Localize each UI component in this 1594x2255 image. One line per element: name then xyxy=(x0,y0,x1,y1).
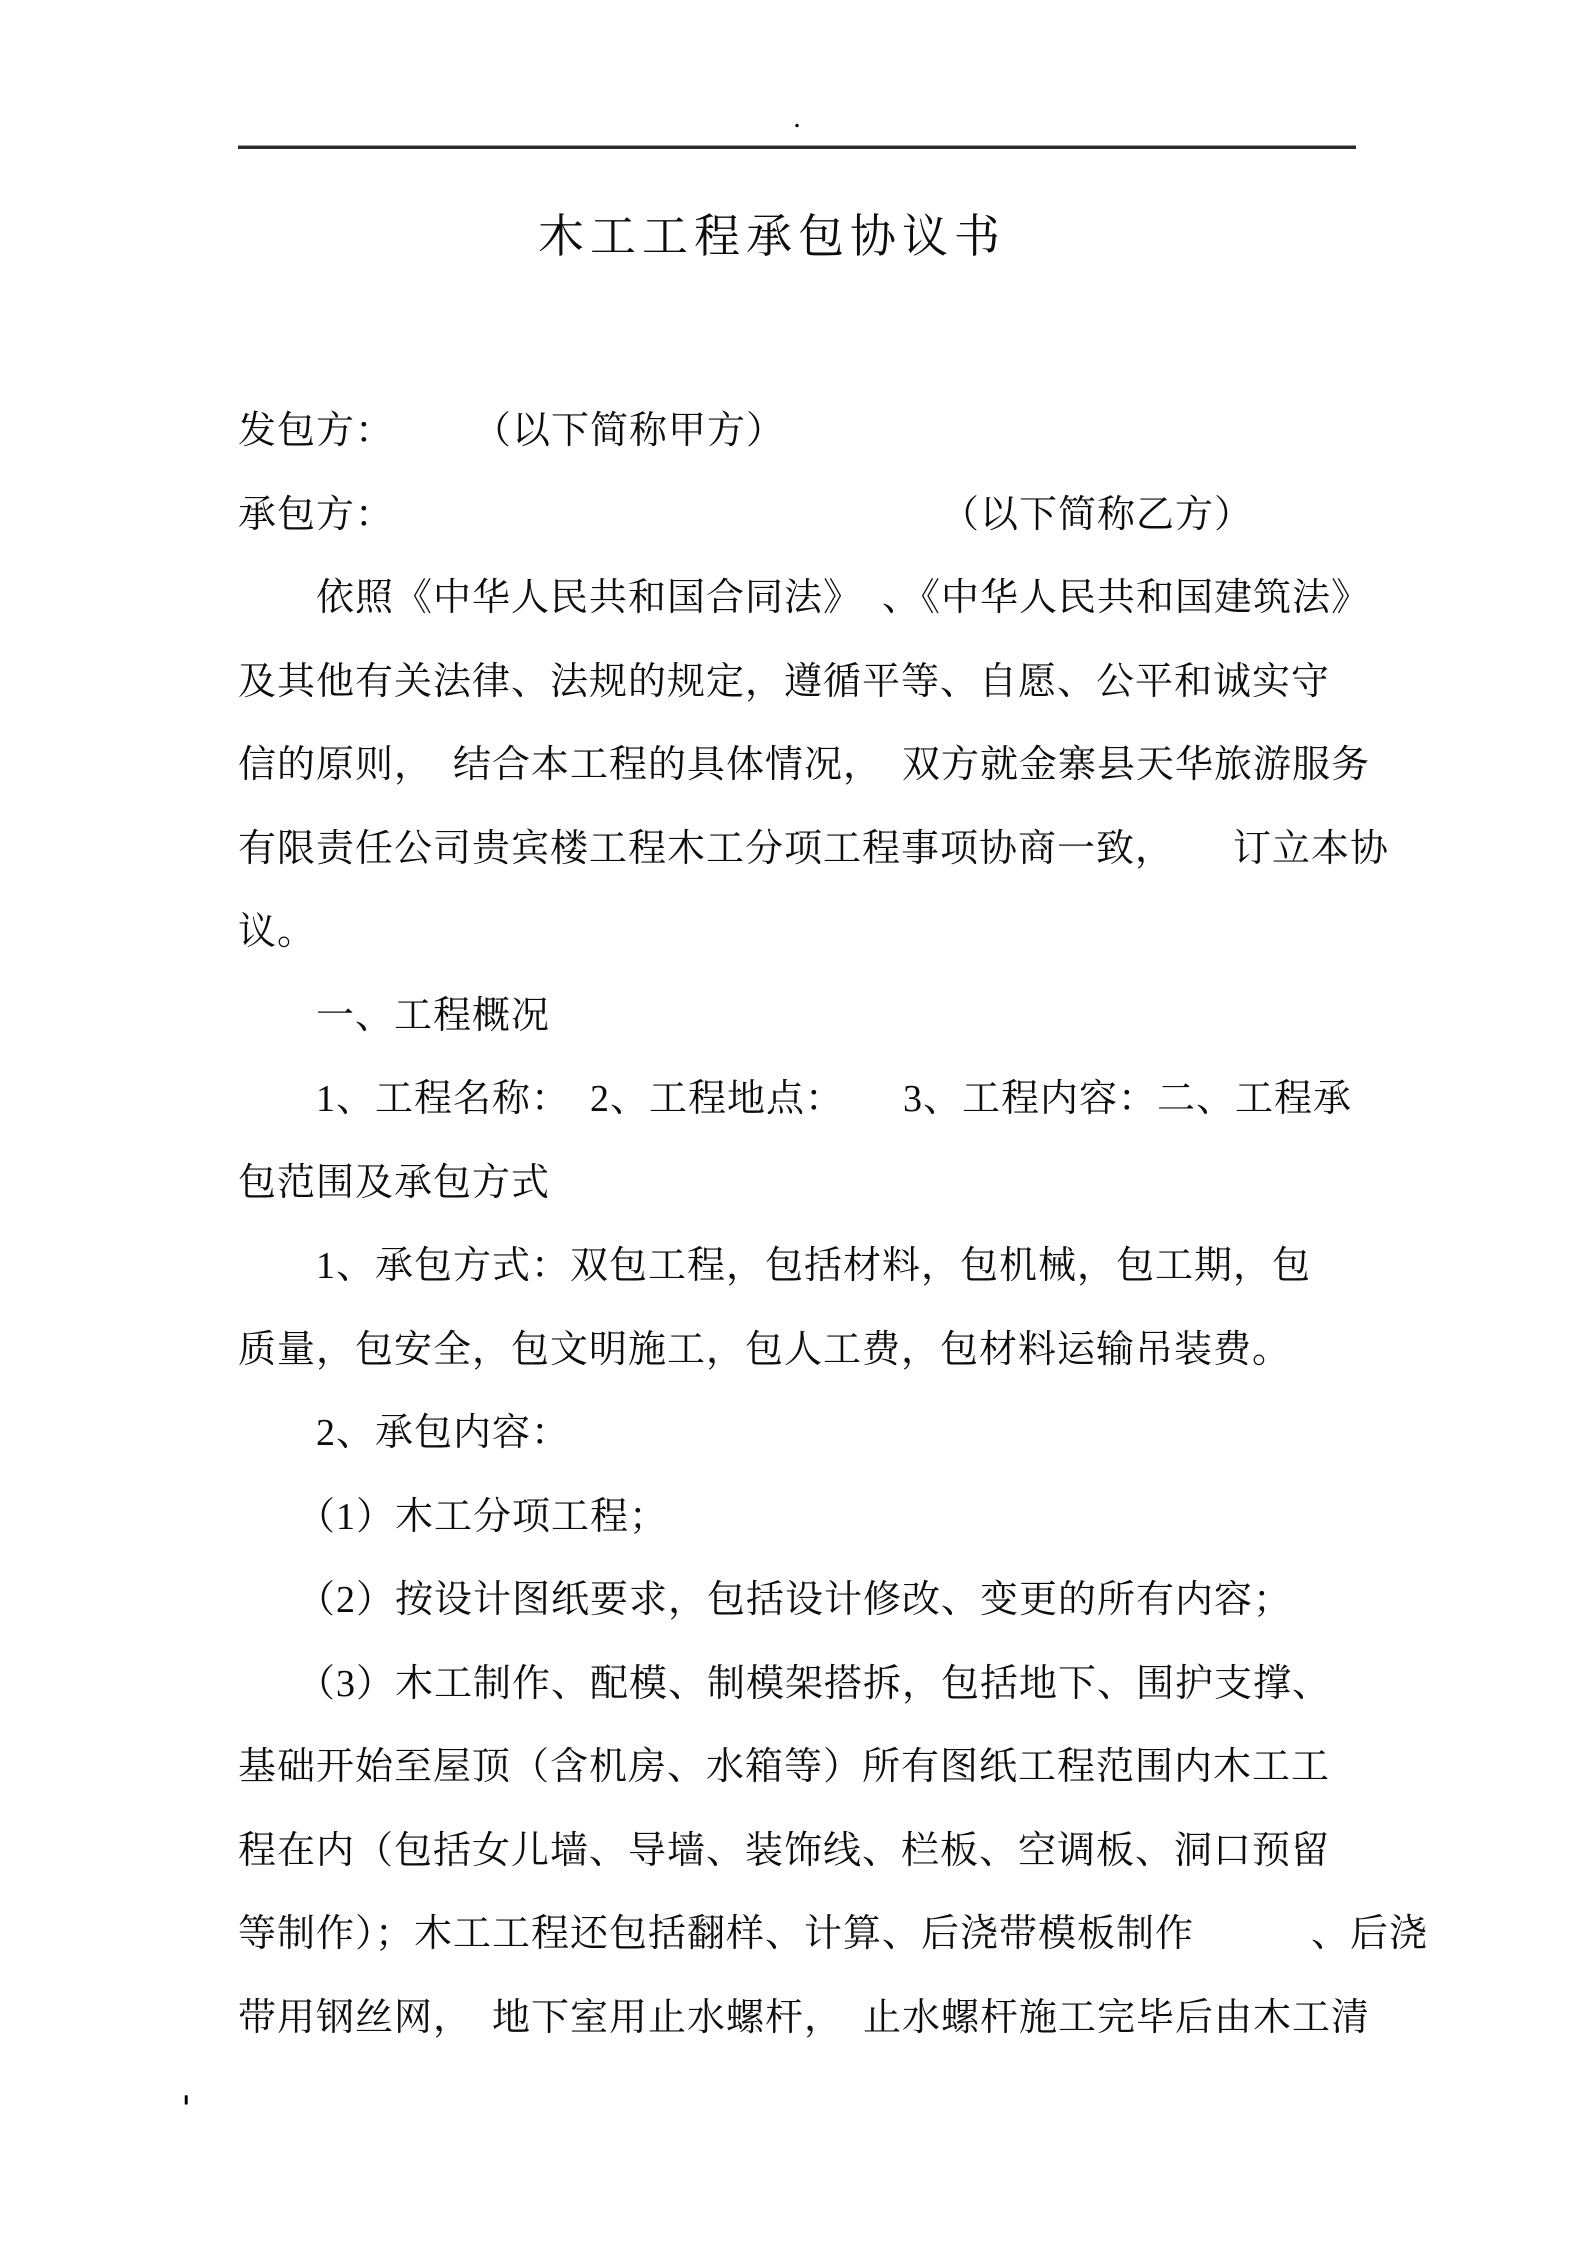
text-line: （2）按设计图纸要求，包括设计修改、变更的所有内容； xyxy=(238,1579,1293,1621)
text-line: （1）木工分项工程； xyxy=(238,1495,669,1538)
text-line: 信的原则， 结合本工程的具体情况， 双方就金寨县天华旅游服务 xyxy=(238,744,1371,786)
text-line: 一、工程概况 xyxy=(238,994,551,1037)
text-line: 1、承包方式：双包工程，包括材料，包机械，包工期，包 xyxy=(238,1245,1312,1287)
text-line: 带用钢丝网， 地下室用止水螺杆， 止水螺杆施工完毕后由木工清 xyxy=(238,1996,1371,2039)
text-line: 程在内（包括女儿墙、导墙、装饰线、栏板、空调板、洞口预留 xyxy=(238,1829,1331,1872)
text-line: 等制作）；木工工程还包括翻样、计算、后浇带模板制作 、后浇 xyxy=(238,1913,1429,1955)
text-line: 承包方： （以下简称乙方） xyxy=(238,493,1254,536)
text-line: 质量，包安全，包文明施工，包人工费，包材料运输吊装费。 xyxy=(238,1328,1292,1371)
text-line: 议。 xyxy=(238,911,317,953)
text-line: 有限责任公司贵宾楼工程木工分项工程事项协商一致， 订立本协 xyxy=(238,827,1390,870)
text-line: 发包方： （以下简称甲方） xyxy=(238,410,786,452)
text-line: 基础开始至屋顶（含机房、水箱等）所有图纸工程范围内木工工 xyxy=(238,1746,1331,1788)
header-divider-line xyxy=(238,146,1356,149)
text-line: 依照《中华人民共和国合同法》 、《中华人民共和国建筑法》 xyxy=(238,577,1371,619)
text-line: 2、承包内容： xyxy=(238,1412,571,1454)
page-title: 木工工程承包协议书 xyxy=(538,211,1006,262)
text-line: 包范围及承包方式 xyxy=(238,1161,551,1204)
footer-mark: ' xyxy=(176,2089,197,2129)
text-line: （3）木工制作、配模、制模架搭拆，包括地下、围护支撑、 xyxy=(238,1662,1332,1705)
text-line: 及其他有关法律、法规的规定，遵循平等、自愿、公平和诚实守 xyxy=(238,660,1331,703)
header-mark: . xyxy=(793,101,801,134)
document-body xyxy=(238,390,1498,2060)
text-line: 1、工程名称： 2、工程地点： 3、工程内容：二、工程承 xyxy=(238,1078,1353,1120)
